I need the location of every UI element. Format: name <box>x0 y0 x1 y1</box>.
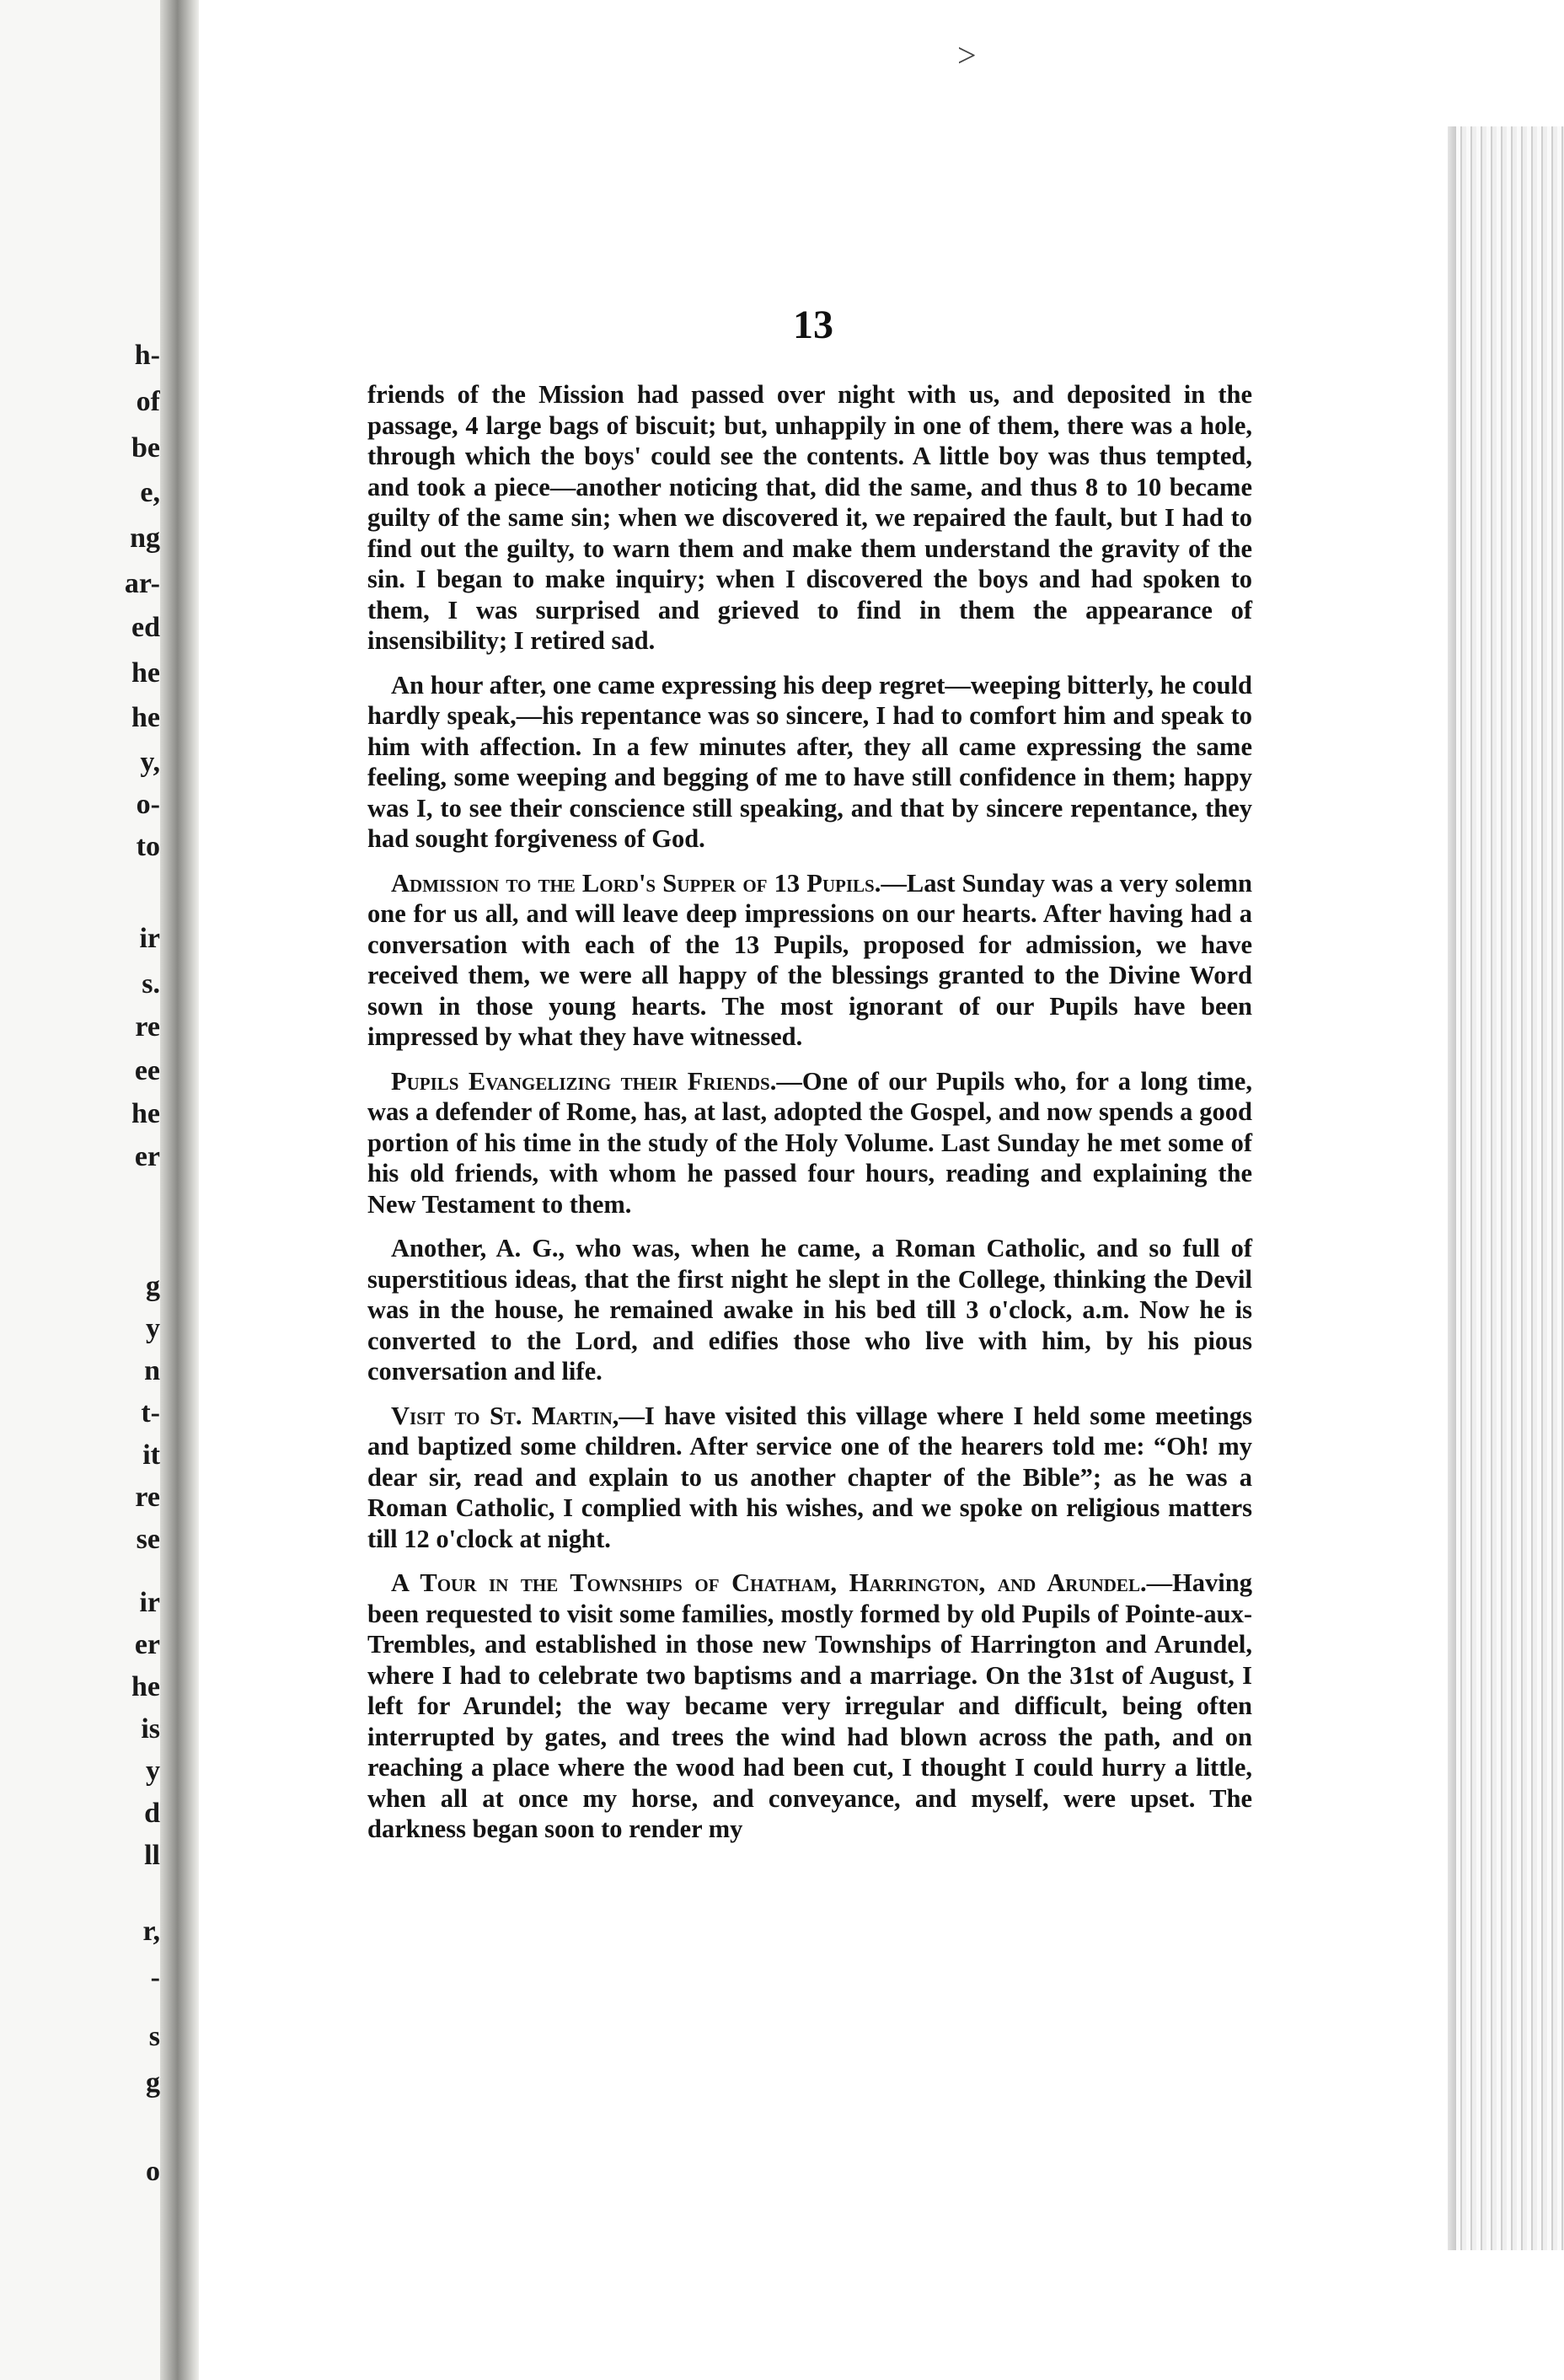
left-page-line-fragment: n <box>144 1355 160 1386</box>
paragraph <box>367 1568 1252 1845</box>
paragraph-text: —I have visited this village where I held some meetings and baptized some children. After service one of the hearers told me: “Oh! my dear sir, read and explain to us another chapter of the Bible”; as he was a Roman Catholic, I complied with his wishes, and we spoke on religious matters till 12 o'clock at night. <box>367 1401 1252 1553</box>
left-page-line-fragment: - <box>150 1962 160 1993</box>
scan-mark: > <box>957 36 977 74</box>
left-page-line-fragment: o <box>146 2156 160 2187</box>
section-heading: Admission to the Lord's Supper of 13 Pupils. <box>391 868 881 898</box>
left-page-line-fragment: ng <box>130 523 160 554</box>
section-heading: A Tour in the Townships of Chatham, Harrington, and Arundel. <box>391 1568 1147 1597</box>
left-page-line-fragment: d <box>144 1798 160 1829</box>
page-stack-edge <box>1456 126 1564 2250</box>
left-facing-page <box>0 0 160 2380</box>
left-page-line-fragment: ll <box>144 1840 160 1871</box>
left-page-line-fragment: be <box>131 432 160 464</box>
paragraph-text: An hour after, one came expressing his deep regret—weeping bitterly, he could hardly speak,—his repentance was so sincere, I had to comfort him and speak to him with affection. In a few minutes after, they all came expressing the same feeling, some weeping and begging of me to have still confidence in them; happy was I, to see their conscience still speaking, and that by sincere repentance, they had sought forgiveness of God. <box>367 670 1252 853</box>
left-page-line-fragment: he <box>131 657 160 689</box>
left-page-line-fragment: er <box>134 1141 160 1172</box>
left-page-line-fragment: s <box>148 2021 160 2052</box>
left-page-line-fragment: ir <box>139 923 160 954</box>
left-page-line-fragment: ir <box>139 1587 160 1618</box>
left-page-line-fragment: s. <box>142 968 160 1000</box>
paragraph <box>367 670 1252 855</box>
left-page-line-fragment: it <box>142 1439 160 1471</box>
left-page-line-fragment: he <box>131 702 160 733</box>
paragraph <box>367 868 1252 1053</box>
paragraph <box>367 1066 1252 1220</box>
left-page-line-fragment: y <box>146 1756 160 1787</box>
left-page-line-fragment: to <box>136 831 160 862</box>
paragraph-text: —Last Sunday was a very solemn one for us all, and will leave deep impressions on our hearts. After having had a conversation with each of the 13 Pupils, proposed for admission, we have received them, we were all happy of the blessings granted to the Divine Word sown in those young hearts. The most ignorant of our Pupils have been impressed by what they have witnessed. <box>367 868 1252 1051</box>
left-page-line-fragment: is <box>141 1713 160 1745</box>
left-page-line-fragment: t- <box>141 1397 160 1429</box>
section-heading: Pupils Evangelizing their Friends. <box>391 1066 777 1096</box>
page-body <box>367 379 1252 1858</box>
paragraph <box>367 379 1252 657</box>
left-page-line-fragment: ee <box>134 1055 160 1086</box>
book-gutter <box>160 0 199 2380</box>
left-page-line-fragment: re <box>135 1482 160 1513</box>
left-page-line-fragment: se <box>136 1524 160 1555</box>
left-page-line-fragment: e, <box>140 477 160 508</box>
left-page-line-fragment: y, <box>140 747 160 778</box>
left-page-line-fragment: h- <box>134 340 160 371</box>
left-page-line-fragment: he <box>131 1098 160 1129</box>
paragraph-text: friends of the Mission had passed over night with us, and deposited in the passage, 4 large bags of biscuit; but, unhappily in one of them, there was a hole, through which the boys' could see the contents. A little boy was thus tempted, and took a piece—another noticing that, did the same, and thus 8 to 10 became guilty of the same sin; when we discovered it, we repaired the fault, but I had to find out the guilty, to warn them and make them understand the gravity of the sin. I began to make inquiry; when I discovered the boys and had spoken to them, I was surprised and grieved to find in them the appearance of insensibility; I retired sad. <box>367 380 1252 655</box>
paragraph-text: —One of our Pupils who, for a long time, was a defender of Rome, has, at last, adopted the Gospel, and now spends a good portion of his time in the study of the Holy Volume. Last Sunday he met some of his old friends, with whom he passed four hours, reading and explaining the New Testament to them. <box>367 1066 1252 1219</box>
left-page-line-fragment: g <box>146 1271 160 1302</box>
left-page-line-fragment: g <box>146 2067 160 2099</box>
paragraph <box>367 1401 1252 1555</box>
paragraph-text: Another, A. G., who was, when he came, a Roman Catholic, and so full of superstitious ideas, that the first night he slept in the College, thinking the Devil was in the house, he remained awake in his bed till 3 o'clock, a.m. Now he is converted to the Lord, and edifies those who live with him, by his pious conversation and life. <box>367 1234 1252 1386</box>
section-heading: Visit to St. Martin, <box>391 1401 619 1430</box>
left-page-line-fragment: he <box>131 1671 160 1702</box>
left-page-line-fragment: ar- <box>124 568 160 599</box>
left-page-line-fragment: r, <box>142 1916 160 1947</box>
left-page-line-fragment: o- <box>136 789 160 820</box>
left-page-line-fragment: ed <box>131 612 160 643</box>
page-number: 13 <box>793 303 833 347</box>
left-page-line-fragment: y <box>146 1313 160 1344</box>
left-page-line-fragment: re <box>135 1011 160 1043</box>
paragraph-text: —Having been requested to visit some families, mostly formed by old Pupils of Pointe-aux-Trembles, and established in those new Townships of Harrington and Arundel, where I had to celebrate two baptisms and a marriage. On the 31st of August, I left for Arundel; the way became very irregular and difficult, being often interrupted by gates, and trees the wind had blown across the path, and on reaching a place where the wood had been cut, I thought I could hurry a little, when all at once my horse, and conveyance, and myself, were upset. The darkness began soon to render my <box>367 1568 1252 1843</box>
left-page-line-fragment: of <box>136 386 160 417</box>
paragraph <box>367 1233 1252 1387</box>
left-page-line-fragment: er <box>134 1629 160 1660</box>
